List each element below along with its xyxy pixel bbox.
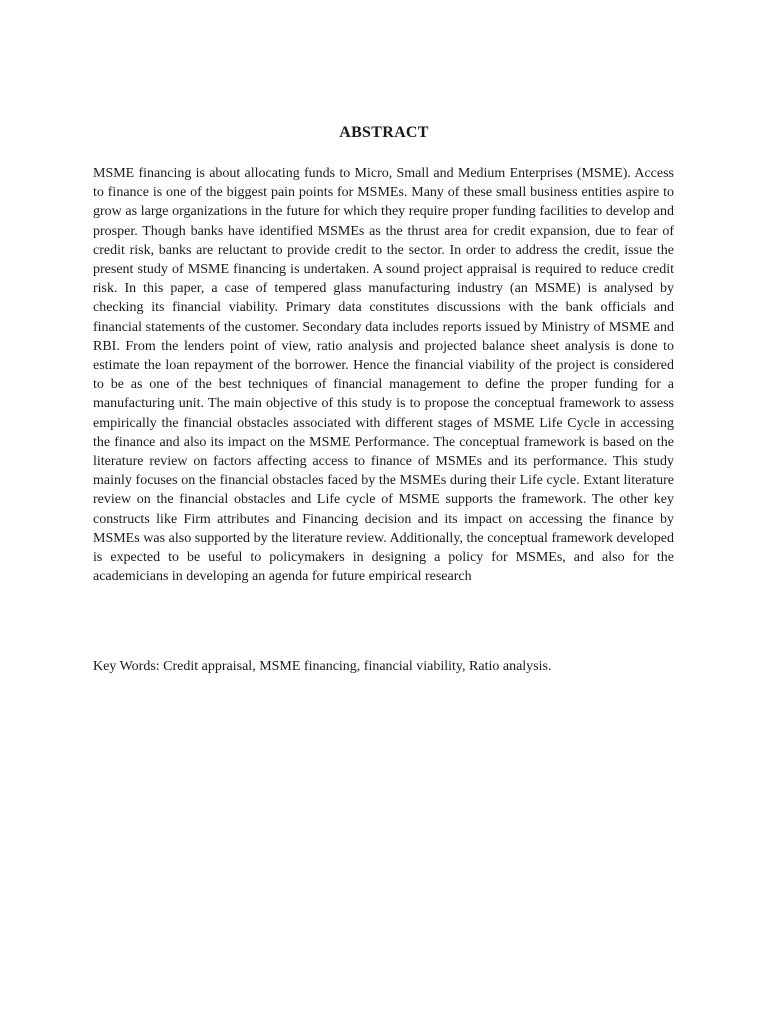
abstract-paragraph: MSME financing is about allocating funds to Micro, Small and Medium Enterprises (MSME). Access to finance is one of the biggest pain points for MSMEs. Many of these small business entities aspire to grow as large organizations in the future for which they require proper funding facilities to develop and prosper. Though banks have identified MSMEs as the thrust area for credit expansion, due to fear of credit risk, banks are reluctant to provide credit to the sector. In order to address the credit, issue the present study of MSME financing is undertaken. A sound project appraisal is required to reduce credit risk. In this paper, a case of tempered glass manufacturing industry (an MSME) is analysed by checking its financial viability. Primary data constitutes discussions with the bank officials and financial statements of the customer. Secondary data includes reports issued by Ministry of MSME and RBI. From the lenders point of view, ratio analysis and projected balance sheet analysis is done to estimate the loan repayment of the borrower. Hence the financial viability of the project is considered to be as one of the best techniques of financial management to define the proper funding for a manufacturing unit. The main objective of this study is to propose the conceptual framework to assess empirically the financial obstacles associated with different stages of MSME Life Cycle in accessing the finance and also its impact on the MSME Performance. The conceptual framework is based on the literature review on factors affecting access to finance of MSMEs and its performance. This study mainly focuses on the financial obstacles faced by the MSMEs during their Life cycle. Extant literature review on the financial obstacles and Life cycle of MSME supports the framework. The other key constructs like Firm attributes and Financing decision and its impact on accessing the finance by MSMEs was also supported by the literature review. Additionally, the conceptual framework developed is expected to be useful to policymakers in designing a policy for MSMEs, and also for the academicians in developing an agenda for future empirical research	[93, 166, 674, 585]
keywords-line: Key Words: Credit appraisal, MSME financing, financial viability, Ratio analysis.	[93, 659, 552, 674]
abstract-heading: ABSTRACT	[339, 124, 429, 141]
